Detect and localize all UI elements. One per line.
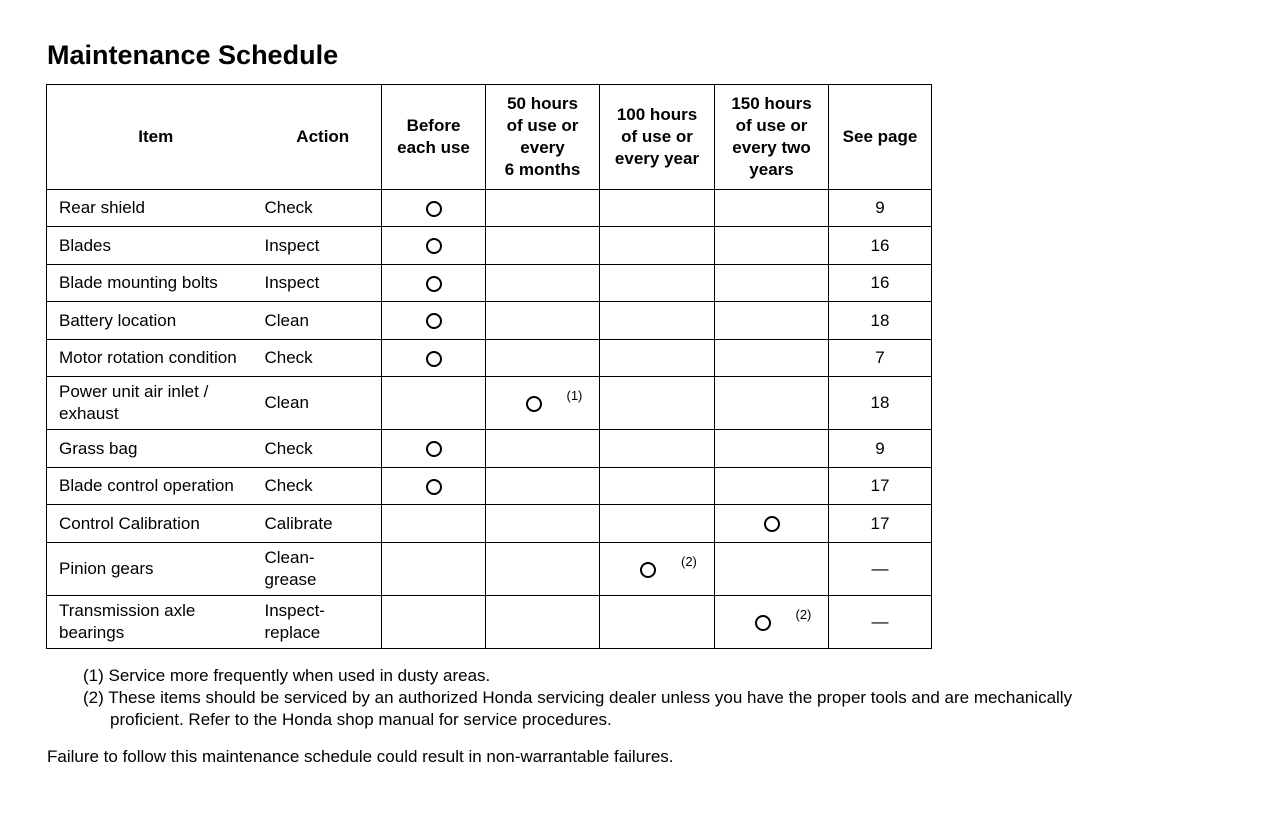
- table-row: [47, 430, 932, 468]
- cell-text-line: Clean: [264, 310, 309, 330]
- interval-cell-h150: [715, 543, 829, 596]
- circle-icon: [755, 615, 771, 631]
- column-header-50-hours: 50 hours of use or every 6 months: [486, 85, 600, 190]
- see-page-cell: —: [829, 543, 932, 596]
- cell-text-line: Blades: [59, 235, 111, 255]
- cell-text-line: Check: [264, 476, 313, 495]
- interval-cell-h100: [600, 543, 715, 596]
- footnote-reference: (2): [795, 607, 812, 622]
- item-cell: [47, 377, 265, 430]
- table-row: [47, 302, 932, 340]
- interval-cell-h50: [486, 340, 600, 377]
- see-page-cell: 16: [829, 265, 932, 302]
- circle-icon: [426, 479, 442, 495]
- column-header-see-page: See page: [829, 85, 932, 190]
- interval-cell-h100: [600, 302, 715, 340]
- action-cell: [265, 340, 382, 377]
- cell-text-line: Power unit air inlet /: [59, 382, 209, 401]
- cell-text-line: Blade mounting bolts: [59, 273, 218, 292]
- footnote-2-line-1: (2) These items should be serviced by an authorized Honda servicing dealer unless you have the proper tools and are mechanically: [83, 688, 1073, 707]
- table-row: [47, 265, 932, 302]
- table-row: [47, 227, 932, 265]
- item-cell: [47, 302, 265, 340]
- cell-text-line: grease: [264, 570, 317, 589]
- interval-cell-h50: [486, 468, 600, 505]
- see-page-cell: 16: [829, 227, 932, 265]
- cell-text-line: Control Calibration: [59, 513, 200, 533]
- see-page-cell: 17: [829, 505, 932, 543]
- interval-cell-h50: [486, 302, 600, 340]
- column-header-100-hours: 100 hours of use or every year: [600, 85, 715, 190]
- circle-icon: [426, 238, 442, 254]
- table-row: [47, 505, 932, 543]
- circle-icon: [426, 441, 442, 457]
- warning-text: Failure to follow this maintenance schedule could result in non-warrantable failures.: [47, 747, 674, 766]
- item-cell: [47, 340, 265, 377]
- action-cell: [265, 468, 382, 505]
- table-row: [47, 190, 932, 227]
- footnote-1: (1) Service more frequently when used in dusty areas.: [83, 666, 491, 685]
- interval-cell-before: [382, 430, 486, 468]
- action-cell: [265, 505, 382, 543]
- column-header-action: Action: [265, 85, 382, 190]
- cell-text-line: Pinion gears: [59, 559, 154, 578]
- cell-text-line: Check: [264, 198, 313, 217]
- check-mark: [426, 476, 442, 496]
- item-cell: [47, 468, 265, 505]
- cell-text-line: Clean-: [264, 548, 315, 567]
- interval-cell-before: [382, 265, 486, 302]
- interval-cell-h150: [715, 596, 829, 649]
- interval-cell-h150: [715, 302, 829, 340]
- check-mark: [426, 439, 442, 459]
- interval-cell-h100: [600, 430, 715, 468]
- interval-cell-h100: [600, 340, 715, 377]
- cell-text-line: Grass bag: [59, 438, 138, 458]
- circle-icon: [426, 313, 442, 329]
- page-title: Maintenance Schedule: [47, 40, 339, 70]
- cell-text-line: Check: [264, 438, 313, 458]
- action-cell: [265, 190, 382, 227]
- interval-cell-h50: [486, 190, 600, 227]
- interval-cell-before: [382, 340, 486, 377]
- interval-cell-before: [382, 227, 486, 265]
- table-row: [47, 340, 932, 377]
- interval-cell-h50: [486, 543, 600, 596]
- circle-icon: [426, 201, 442, 217]
- cell-text-line: Inspect-: [264, 601, 325, 620]
- circle-icon: [526, 396, 542, 412]
- cell-text-line: Calibrate: [264, 513, 333, 533]
- interval-cell-h100: [600, 505, 715, 543]
- action-cell: [265, 596, 382, 649]
- action-cell: [265, 543, 382, 596]
- cell-text-line: Check: [264, 348, 313, 367]
- interval-cell-h50: [486, 227, 600, 265]
- item-cell: [47, 505, 265, 543]
- check-mark: [764, 514, 780, 534]
- cell-text-line: Inspect: [264, 273, 320, 292]
- check-mark: [426, 236, 442, 256]
- interval-cell-h100: [600, 596, 715, 649]
- interval-cell-h100: [600, 377, 715, 430]
- cell-text-line: Blade control operation: [59, 476, 234, 495]
- see-page-cell: 7: [829, 340, 932, 377]
- column-header-before-each-use: Before each use: [382, 85, 486, 190]
- cell-text-line: Inspect: [264, 235, 320, 255]
- check-mark: [426, 273, 442, 293]
- circle-icon: [426, 276, 442, 292]
- interval-cell-before: [382, 302, 486, 340]
- see-page-cell: 9: [829, 430, 932, 468]
- interval-cell-h50: [486, 377, 600, 430]
- interval-cell-h50: [486, 505, 600, 543]
- interval-cell-h150: [715, 227, 829, 265]
- maintenance-schedule-table: [46, 84, 932, 649]
- footnote-reference: (1): [566, 388, 583, 403]
- interval-cell-before: [382, 543, 486, 596]
- cell-text-line: Clean: [264, 393, 309, 412]
- cell-text-line: bearings: [59, 623, 125, 642]
- footnote-2-line-2: proficient. Refer to the Honda shop manual for service procedures.: [110, 710, 612, 729]
- see-page-cell: 18: [829, 302, 932, 340]
- interval-cell-h100: [600, 227, 715, 265]
- see-page-cell: 9: [829, 190, 932, 227]
- item-cell: [47, 227, 265, 265]
- cell-text-line: Rear shield: [59, 198, 145, 217]
- interval-cell-h150: [715, 468, 829, 505]
- interval-cell-h150: [715, 377, 829, 430]
- item-cell: [47, 190, 265, 227]
- column-header-item: Item: [47, 85, 265, 190]
- interval-cell-h100: [600, 190, 715, 227]
- interval-cell-before: [382, 190, 486, 227]
- interval-cell-h50: [486, 596, 600, 649]
- interval-cell-h150: [715, 340, 829, 377]
- check-mark: [426, 348, 442, 368]
- interval-cell-h150: [715, 265, 829, 302]
- interval-cell-h150: [715, 430, 829, 468]
- cell-text-line: exhaust: [59, 404, 119, 423]
- action-cell: [265, 302, 382, 340]
- cell-text-line: Battery location: [59, 310, 177, 330]
- action-cell: [265, 227, 382, 265]
- item-cell: [47, 543, 265, 596]
- interval-cell-h100: [600, 265, 715, 302]
- table-row: [47, 468, 932, 505]
- interval-cell-h100: [600, 468, 715, 505]
- item-cell: [47, 265, 265, 302]
- header-row: [47, 85, 932, 190]
- interval-cell-h150: [715, 190, 829, 227]
- interval-cell-h150: [715, 505, 829, 543]
- interval-cell-before: [382, 505, 486, 543]
- interval-cell-before: [382, 468, 486, 505]
- item-cell: [47, 596, 265, 649]
- interval-cell-h50: [486, 430, 600, 468]
- action-cell: [265, 265, 382, 302]
- table-row: [47, 596, 932, 649]
- circle-icon: [640, 562, 656, 578]
- table-row: [47, 543, 932, 596]
- see-page-cell: —: [829, 596, 932, 649]
- column-header-150-hours: 150 hours of use or every two years: [715, 85, 829, 190]
- see-page-cell: 18: [829, 377, 932, 430]
- cell-text-line: Motor rotation condition: [59, 348, 237, 367]
- check-mark: [426, 198, 442, 218]
- cell-text-line: Transmission axle: [59, 601, 196, 620]
- interval-cell-h50: [486, 265, 600, 302]
- check-mark: [426, 311, 442, 331]
- cell-text-line: replace: [264, 623, 321, 642]
- action-cell: [265, 430, 382, 468]
- item-cell: [47, 430, 265, 468]
- interval-cell-before: [382, 377, 486, 430]
- table-row: [47, 377, 932, 430]
- interval-cell-before: [382, 596, 486, 649]
- circle-icon: [426, 351, 442, 367]
- see-page-cell: 17: [829, 468, 932, 505]
- action-cell: [265, 377, 382, 430]
- circle-icon: [764, 516, 780, 532]
- footnote-reference: (2): [681, 554, 697, 569]
